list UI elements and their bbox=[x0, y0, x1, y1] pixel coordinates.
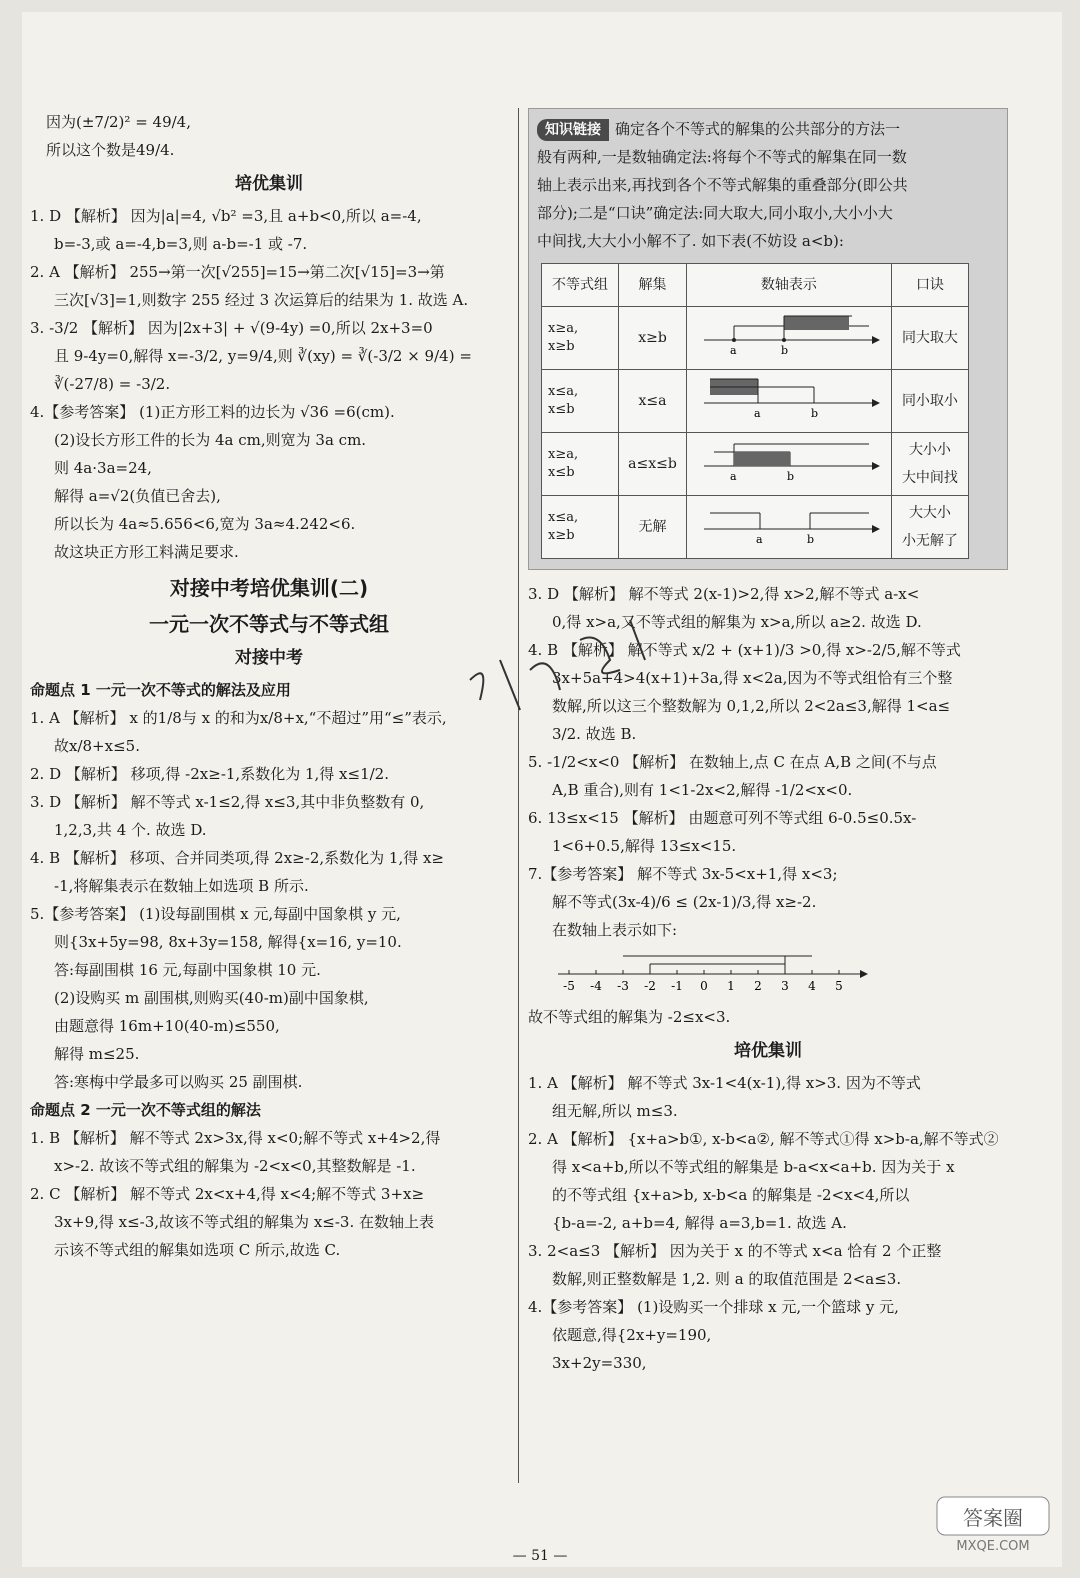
knowledge-link-box bbox=[528, 108, 1008, 570]
solution-line: 数解,所以这三个整数解为 0,1,2,所以 2<2a≤3,解得 1<a≤ bbox=[552, 697, 951, 715]
solution-line: 4. B 【解析】 移项、合并同类项,得 2x≥-2,系数化为 1,得 x≥ bbox=[30, 849, 445, 867]
table-row bbox=[542, 433, 969, 496]
system-cell: x≥a, x≥b bbox=[548, 321, 579, 354]
svg-text:b: b bbox=[786, 470, 794, 483]
solution-line: 1. D 【解析】 因为|a|=4, √b² =3,且 a+b<0,所以 a=-4, bbox=[30, 207, 422, 225]
table-header: 数轴表示 bbox=[686, 264, 891, 307]
knowledge-link-tag: 知识链接 bbox=[537, 119, 609, 141]
solution-line: 故这块正方形工料满足要求. bbox=[54, 543, 239, 561]
solution-line: (2)设购买 m 副围棋,则购买(40-m)副中国象棋, bbox=[54, 989, 369, 1007]
system-cell: x≤a, x≥b bbox=[548, 510, 579, 543]
system-cell: x≤a, x≤b bbox=[548, 384, 579, 417]
solution-line: 2. D 【解析】 移项,得 -2x≥-1,系数化为 1,得 x≤1/2. bbox=[30, 765, 389, 783]
solution-line: 1<6+0.5,解得 13≤x<15. bbox=[552, 837, 737, 855]
solution-cell: 无解 bbox=[619, 496, 687, 559]
solution-line: 答:每副围棋 16 元,每副中国象棋 10 元. bbox=[54, 961, 321, 979]
solution-line: 数解,则正整数解是 1,2. 则 a 的取值范围是 2<a≤3. bbox=[552, 1270, 902, 1288]
solution-line: 0,得 x>a,又不等式组的解集为 x>a,所以 a≥2. 故选 D. bbox=[552, 613, 922, 631]
section-heading: 培优集训 bbox=[235, 174, 303, 194]
svg-text:答案圈: 答案圈 bbox=[963, 1506, 1023, 1530]
section-heading: 培优集训 bbox=[734, 1041, 802, 1061]
number-line-cell bbox=[686, 370, 891, 433]
number-line-cell bbox=[686, 496, 891, 559]
solution-line: 得 x<a+b,所以不等式组的解集是 b-a<x<a+b. 因为关于 x bbox=[552, 1158, 955, 1176]
solution-line: 3. D 【解析】 解不等式 2(x-1)>2,得 x>2,解不等式 a-x< bbox=[528, 585, 920, 603]
solution-line: 解得 m≤25. bbox=[54, 1045, 140, 1063]
svg-text:b: b bbox=[810, 407, 818, 420]
solution-line: 3x+2y=330, bbox=[552, 1354, 647, 1372]
solution-line: 4.【参考答案】 (1)正方形工料的边长为 √36 =6(cm). bbox=[30, 403, 395, 421]
rule-cell: 大小小 大中间找 bbox=[891, 433, 968, 496]
table-header: 口诀 bbox=[891, 264, 968, 307]
solution-line: 故x/8+x≤5. bbox=[54, 737, 140, 755]
inequality-rules-table bbox=[541, 263, 969, 559]
number-line-cell bbox=[686, 433, 891, 496]
solution-line: 3. 2<a≤3 【解析】 因为关于 x 的不等式 x<a 恰有 2 个正整 bbox=[528, 1242, 942, 1260]
solution-line: ∛(-27/8) = -3/2. bbox=[54, 375, 171, 393]
rule-cell: 同大取大 bbox=[891, 307, 968, 370]
intro-line: 所以这个数是49/4. bbox=[46, 141, 175, 159]
solution-line: 7.【参考答案】 解不等式 3x-5<x+1,得 x<3; bbox=[528, 865, 838, 883]
page-number: — 51 — bbox=[512, 1548, 568, 1564]
solution-line: 4. B 【解析】 解不等式 x/2 + (x+1)/3 >0,得 x>-2/5,解不等式 bbox=[528, 641, 961, 659]
tick-label: 5 bbox=[835, 979, 843, 992]
handwritten-annotation bbox=[460, 600, 660, 720]
tick-label: 2 bbox=[754, 979, 762, 992]
tick-label: -3 bbox=[617, 979, 629, 992]
knowledge-text-line: 轴上表示出来,再找到各个不等式解集的重叠部分(即公共 bbox=[537, 176, 908, 194]
solution-line: 3/2. 故选 B. bbox=[552, 725, 637, 743]
table-row bbox=[542, 496, 969, 559]
solution-line: 且 9-4y=0,解得 x=-3/2, y=9/4,则 ∛(xy) = ∛(-3/2 × 9/4) = bbox=[54, 347, 472, 365]
column-divider bbox=[518, 108, 519, 1483]
chapter-title: 对接中考培优集训(二) bbox=[169, 576, 369, 600]
solution-line: A,B 重合),则有 1<1-2x<2,解得 -1/2<x<0. bbox=[552, 781, 853, 799]
table-header: 不等式组 bbox=[542, 264, 619, 307]
tick-label: 1 bbox=[727, 979, 735, 992]
knowledge-text-line: 般有两种,一是数轴确定法:将每个不等式的解集在同一数 bbox=[537, 148, 907, 166]
solution-line: 5. -1/2<x<0 【解析】 在数轴上,点 C 在点 A,B 之间(不与点 bbox=[528, 753, 937, 771]
solution-line: 3x+9,得 x≤-3,故该不等式组的解集为 x≤-3. 在数轴上表 bbox=[54, 1213, 435, 1231]
tick-label: 0 bbox=[700, 979, 708, 992]
rule-cell: 大大小 小无解了 bbox=[891, 496, 968, 559]
solution-line: 2. A 【解析】 255→第一次[√255]=15→第二次[√15]=3→第 bbox=[30, 263, 445, 281]
table-row bbox=[542, 307, 969, 370]
solution-line: 依题意,得{2x+y=190, bbox=[552, 1326, 712, 1344]
solution-line: 所以长为 4a≈5.656<6,宽为 3a≈4.242<6. bbox=[54, 515, 356, 533]
solution-line: 3. D 【解析】 解不等式 x-1≤2,得 x≤3,其中非负整数有 0, bbox=[30, 793, 425, 811]
number-line-diagram bbox=[694, 434, 884, 484]
svg-text:a: a bbox=[755, 533, 763, 546]
answer-number-line bbox=[554, 946, 1008, 1001]
tick-label: 3 bbox=[781, 979, 789, 992]
tick-label: -1 bbox=[671, 979, 683, 992]
solution-line: 示该不等式组的解集如选项 C 所示,故选 C. bbox=[54, 1241, 341, 1259]
solution-line: b=-3,或 a=-4,b=3,则 a-b=-1 或 -7. bbox=[54, 235, 308, 253]
svg-text:a: a bbox=[729, 470, 737, 483]
right-column bbox=[528, 108, 1008, 1377]
topic-point-heading: 命题点 1 一元一次不等式的解法及应用 bbox=[30, 681, 291, 699]
solution-line: 解得 a=√2(负值已舍去), bbox=[54, 487, 221, 505]
svg-text:b: b bbox=[780, 344, 788, 357]
solution-line: 则{3x+5y=98, 8x+3y=158, 解得{x=16, y=10. bbox=[54, 933, 402, 951]
solution-line: x>-2. 故该不等式组的解集为 -2<x<0,其整数解是 -1. bbox=[54, 1157, 416, 1175]
tick-label: -4 bbox=[590, 979, 602, 992]
rule-cell: 同小取小 bbox=[891, 370, 968, 433]
solution-line: 的不等式组 {x+a>b, x-b<a 的解集是 -2<x<4,所以 bbox=[552, 1186, 910, 1204]
solution-line: 解不等式(3x-4)/6 ≤ (2x-1)/3,得 x≥-2. bbox=[552, 893, 817, 911]
solution-line: 1. B 【解析】 解不等式 2x>3x,得 x<0;解不等式 x+4>2,得 bbox=[30, 1129, 441, 1147]
number-line-diagram bbox=[694, 308, 884, 358]
watermark-logo bbox=[935, 1495, 1055, 1555]
number-line-diagram bbox=[694, 371, 884, 421]
solution-line: {b-a=-2, a+b=4, 解得 a=3,b=1. 故选 A. bbox=[552, 1214, 847, 1232]
solution-line: 则 4a·3a=24, bbox=[54, 459, 152, 477]
number-line-cell bbox=[686, 307, 891, 370]
topic-point-heading: 命题点 2 一元一次不等式组的解法 bbox=[30, 1101, 261, 1119]
solution-line: 答:寒梅中学最多可以购买 25 副围棋. bbox=[54, 1073, 303, 1091]
solution-line: 1,2,3,共 4 个. 故选 D. bbox=[54, 821, 207, 839]
number-line-diagram bbox=[554, 946, 874, 992]
tick-label: 4 bbox=[808, 979, 816, 992]
system-cell: x≥a, x≤b bbox=[548, 447, 579, 480]
solution-line: 1. A 【解析】 解不等式 3x-1<4(x-1),得 x>3. 因为不等式 bbox=[528, 1074, 921, 1092]
solution-line: 2. A 【解析】 {x+a>b①, x-b<a②, 解不等式①得 x>b-a,解不等式② bbox=[528, 1130, 999, 1148]
solution-line: 2. C 【解析】 解不等式 2x<x+4,得 x<4;解不等式 3+x≥ bbox=[30, 1185, 425, 1203]
solution-cell: a≤x≤b bbox=[619, 433, 687, 496]
solution-line: 5.【参考答案】 (1)设每副围棋 x 元,每副中国象棋 y 元, bbox=[30, 905, 401, 923]
solution-line: 三次[√3]=1,则数字 255 经过 3 次运算后的结果为 1. 故选 A. bbox=[54, 291, 469, 309]
table-header: 解集 bbox=[619, 264, 687, 307]
solution-line: 组无解,所以 m≤3. bbox=[552, 1102, 678, 1120]
solution-line: 1. A 【解析】 x 的1/8与 x 的和为x/8+x,“不超过”用“≤”表示, bbox=[30, 709, 447, 727]
section-heading: 对接中考 bbox=[235, 648, 303, 668]
tick-label: -2 bbox=[644, 979, 656, 992]
svg-text:a: a bbox=[753, 407, 761, 420]
chapter-subtitle: 一元一次不等式与不等式组 bbox=[149, 612, 389, 636]
intro-line: 因为(±7/2)² = 49/4, bbox=[46, 113, 191, 131]
svg-text:a: a bbox=[729, 344, 737, 357]
table-row bbox=[542, 370, 969, 433]
knowledge-text-line: 确定各个不等式的解集的公共部分的方法一 bbox=[615, 120, 901, 138]
solution-line: 3x+5a+4>4(x+1)+3a,得 x<2a,因为不等式组恰有三个整 bbox=[552, 669, 953, 687]
left-column bbox=[30, 108, 508, 1264]
number-line-diagram bbox=[694, 497, 884, 547]
solution-line: -1,将解集表示在数轴上如选项 B 所示. bbox=[54, 877, 309, 895]
tick-label: -5 bbox=[563, 979, 575, 992]
svg-text:b: b bbox=[806, 533, 814, 546]
solution-line: 在数轴上表示如下: bbox=[552, 921, 678, 939]
solution-cell: x≥b bbox=[619, 307, 687, 370]
solution-line: 3. -3/2 【解析】 因为|2x+3| + √(9-4y) =0,所以 2x+3=0 bbox=[30, 319, 433, 337]
solution-line: (2)设长方形工件的长为 4a cm,则宽为 3a cm. bbox=[54, 431, 367, 449]
knowledge-text-line: 部分);二是“口诀”确定法:同大取大,同小取小,大小小大 bbox=[537, 204, 893, 222]
knowledge-text-line: 中间找,大大小小解不了. 如下表(不妨设 a<b): bbox=[537, 232, 844, 250]
solution-line: 由题意得 16m+10(40-m)≤550, bbox=[54, 1017, 280, 1035]
solution-cell: x≤a bbox=[619, 370, 687, 433]
solution-line: 6. 13≤x<15 【解析】 由题意可列不等式组 6-0.5≤0.5x- bbox=[528, 809, 917, 827]
text-line: 故不等式组的解集为 -2≤x<3. bbox=[528, 1008, 731, 1026]
svg-text:MXQE.COM: MXQE.COM bbox=[956, 1539, 1030, 1554]
solution-line: 4.【参考答案】 (1)设购买一个排球 x 元,一个篮球 y 元, bbox=[528, 1298, 899, 1316]
